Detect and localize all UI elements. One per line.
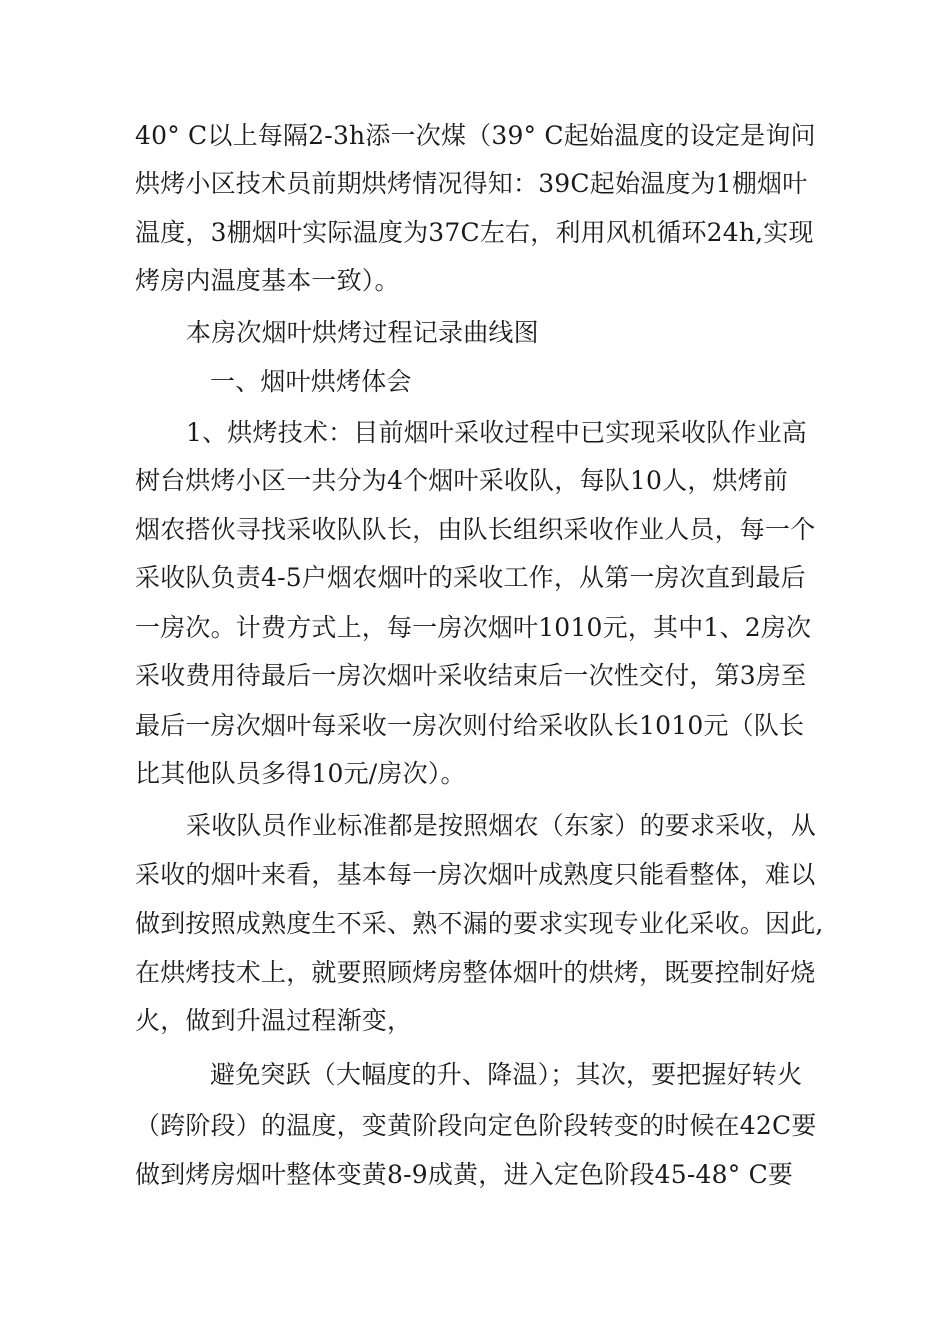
text-line: 采收的烟叶来看，基本每一房次烟叶成熟度只能看整体，难以 [135, 860, 816, 889]
text-line: 烟农搭伙寻找采收队队长，由队长组织采收作业人员，每一个 [135, 515, 816, 544]
text-line: 做到按照成熟度生不采、熟不漏的要求实现专业化采收。因此, [135, 909, 824, 938]
text-line: 比其他队员多得10元/房次）。 [135, 759, 466, 788]
text-line: 温度，3棚烟叶实际温度为37C左右，利用风机循环24h,实现 [135, 218, 814, 247]
text-line: 最后一房次烟叶每采收一房次则付给采收队长1010元（队长 [135, 711, 805, 740]
text-line: 避免突跃（大幅度的升、降温）；其次，要把握好转火 [210, 1060, 803, 1089]
text-line: 烘烤小区技术员前期烘烤情况得知：39C起始温度为1棚烟叶 [135, 169, 808, 198]
text-line: 树台烘烤小区一共分为4个烟叶采收队，每队10人，烘烤前 [135, 466, 789, 495]
text-line: （跨阶段）的温度，变黄阶段向定色阶段转变的时候在42C要 [135, 1111, 817, 1140]
text-line: 采收队负责4-5户烟农烟叶的采收工作，从第一房次直到最后 [135, 563, 806, 592]
text-line: 做到烤房烟叶整体变黄8-9成黄，进入定色阶段45-48° C要 [135, 1160, 794, 1189]
text-line: 烤房内温度基本一致）。 [135, 266, 400, 295]
text-line: 1、烘烤技术：目前烟叶采收过程中已实现采收队作业高 [186, 418, 807, 447]
text-line: 一房次。计费方式上，每一房次烟叶1010元，其中1、2房次 [135, 613, 812, 642]
section-heading: 一、烟叶烘烤体会 [210, 367, 412, 396]
text-line: 采收费用待最后一房次烟叶采收结束后一次性交付，第3房至 [135, 661, 807, 690]
figure-caption: 本房次烟叶烘烤过程记录曲线图 [186, 318, 539, 347]
text-line: 采收队员作业标准都是按照烟农（东家）的要求采收，从 [186, 811, 817, 840]
text-line: 火，做到升温过程渐变， [135, 1006, 413, 1035]
text-line: 在烘烤技术上，就要照顾烤房整体烟叶的烘烤，既要控制好烧 [135, 958, 816, 987]
text-line: 40° C以上每隔2-3h添一次煤（39° C起始温度的设定是询问 [135, 121, 816, 150]
